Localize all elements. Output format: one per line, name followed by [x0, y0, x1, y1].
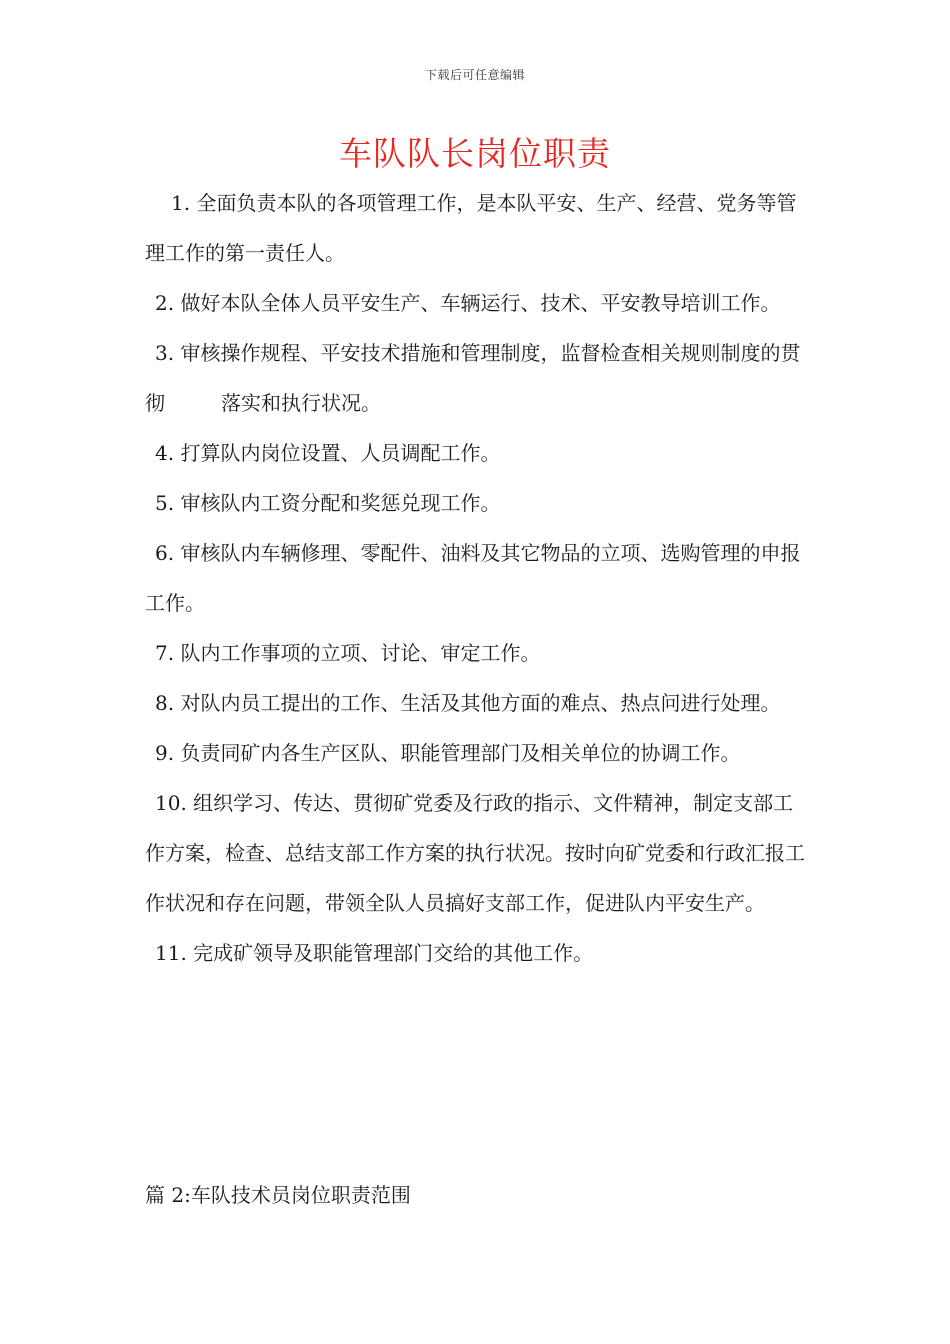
- duty-item-11: 11. 完成矿领导及职能管理部门交给的其他工作。: [155, 941, 594, 965]
- duty-item-7: 7. 队内工作事项的立项、讨论、审定工作。: [155, 641, 541, 665]
- duty-item-1: 1. 全面负责本队的各项管理工作，是本队平安、生产、经营、党务等管理工作的第一责任人。: [145, 191, 797, 265]
- duty-item-2: 2. 做好本队全体人员平安生产、车辆运行、技术、平安教导培训工作。: [155, 291, 781, 315]
- duty-item-8: 8. 对队内员工提出的工作、生活及其他方面的难点、热点问进行处理。: [155, 691, 781, 715]
- duty-item-4: 4. 打算队内岗位设置、人员调配工作。: [155, 441, 501, 465]
- duty-item-3-text: 3. 审核操作规程、平安技术措施和管理制度，监督检查相关规则制度的贯彻: [145, 341, 801, 415]
- duty-item-10: 10. 组织学习、传达、贯彻矿党委及行政的指示、文件精神，制定支部工作方案，检查、总结支部工作方案的执行状况。按时向矿党委和行政汇报工作状况和存在问题，带领全队人员搞好支部工作，促进队内平安生产。: [145, 791, 805, 915]
- duty-list: [145, 178, 810, 978]
- header-note: 下载后可任意编辑: [424, 68, 525, 82]
- duty-item-3-tail: 落实和执行状况。: [221, 391, 381, 415]
- section-title: 篇 2:车队技术员岗位职责范围: [145, 1183, 411, 1207]
- duty-item-3: [145, 328, 810, 428]
- duty-item-9: 9. 负责同矿内各生产区队、职能管理部门及相关单位的协调工作。: [155, 741, 741, 765]
- document-title: 车队队长岗位职责: [339, 134, 611, 173]
- duty-item-6: 6. 审核队内车辆修理、零配件、油料及其它物品的立项、选购管理的申报工作。: [145, 541, 801, 615]
- duty-item-5: 5. 审核队内工资分配和奖惩兑现工作。: [155, 491, 501, 515]
